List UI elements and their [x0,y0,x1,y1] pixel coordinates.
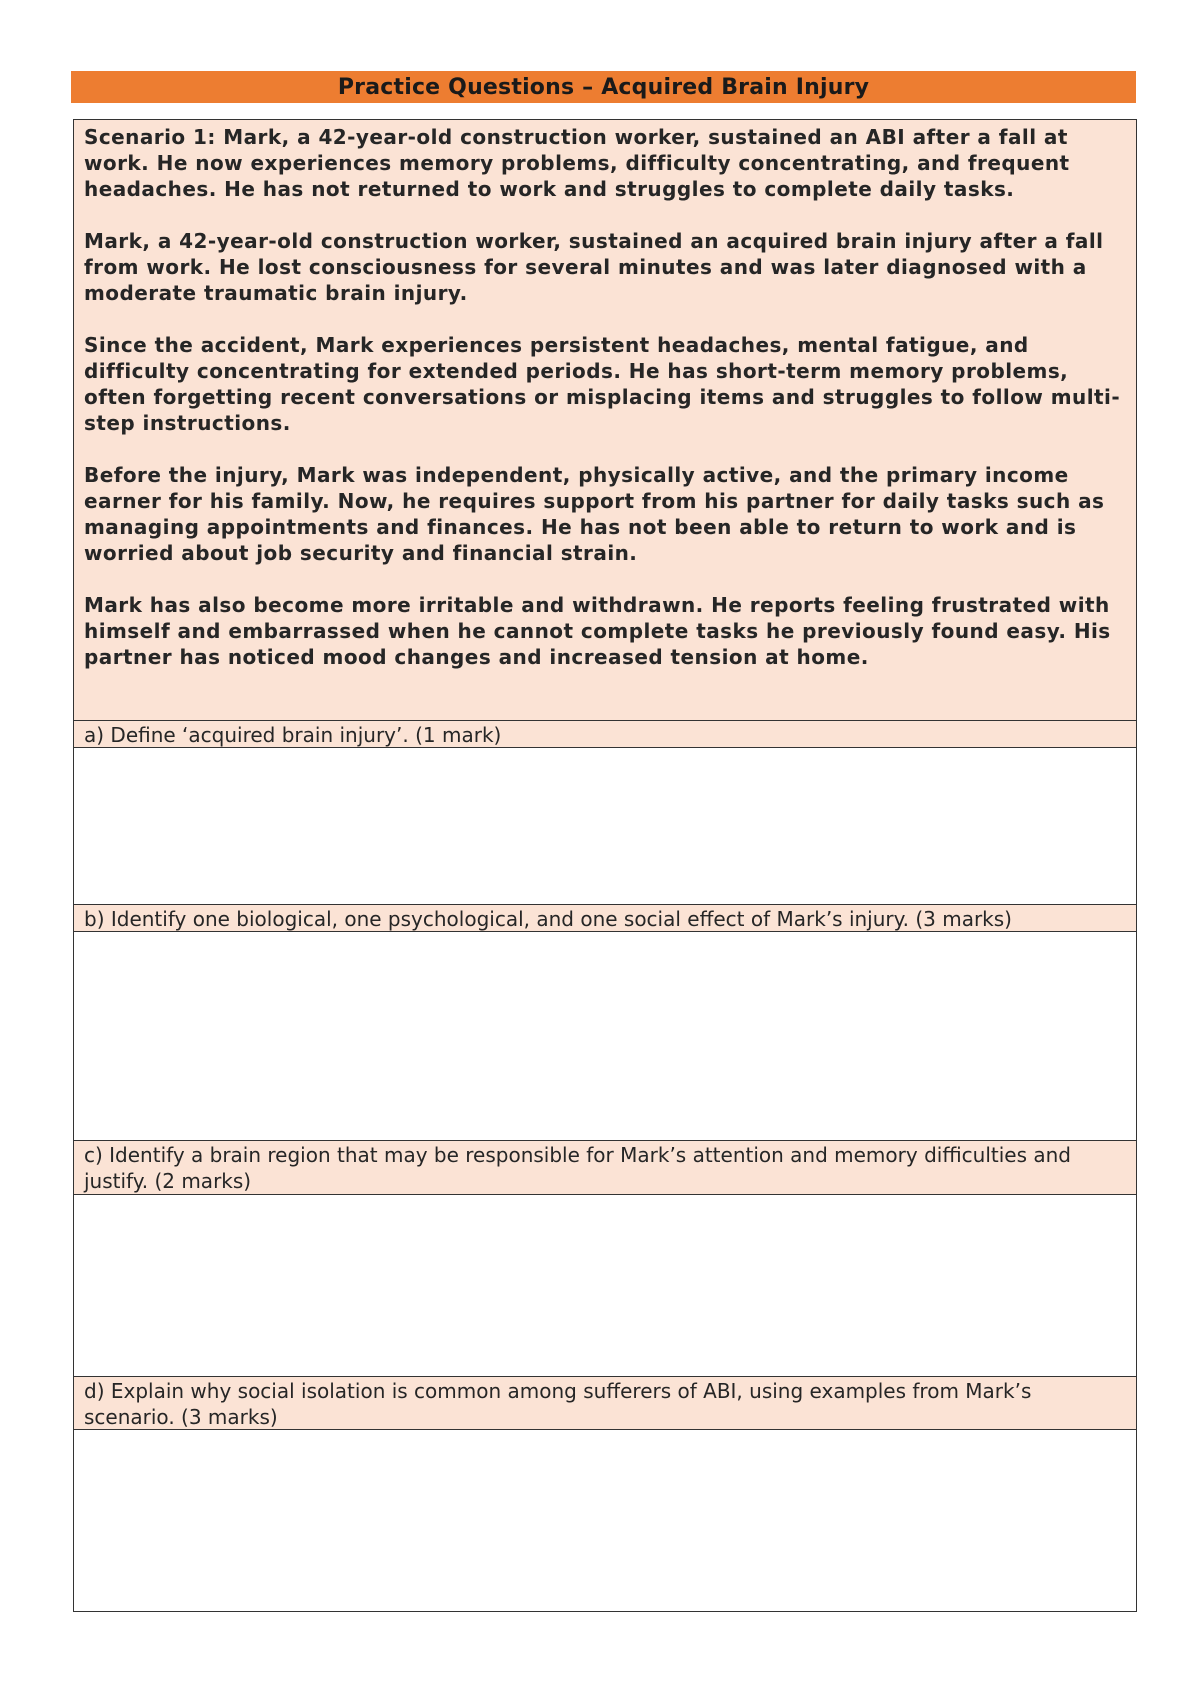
page-title: Practice Questions – Acquired Brain Injury [337,74,870,100]
answer-box-b[interactable] [74,931,1136,1140]
scenario-paragraph: Mark, a 42-year-old construction worker, sustained an acquired brain injury after a fall from work. He lost consciousness for several minutes and was later diagnosed with a moderate traumatic brain injury. [84,229,1104,305]
question-b: b) Identify one biological, one psychological, and one social effect of Mark’s injury. (3 marks) [74,904,1136,931]
scenario-cell [74,120,1136,720]
scenario-paragraph: Scenario 1: Mark, a 42-year-old construction worker, sustained an ABI after a fall at work. He now experiences memory problems, difficulty concentrating, and frequent headaches. He has not returned to work and struggles to complete daily tasks. [84,125,1070,201]
question-a: a) Define ‘acquired brain injury’. (1 mark) [74,720,1136,747]
scenario-paragraph: Before the injury, Mark was independent, physically active, and the primary income earner for his family. Now, he requires support from his partner for daily tasks such as managing appointments and finances. He has not been able to return to work and is worried about job security and financial strain. [84,463,1105,565]
question-c: c) Identify a brain region that may be responsible for Mark’s attention and memory difficulties and justify. (2 marks) [74,1140,1136,1194]
answer-box-c[interactable] [74,1194,1136,1376]
title-bar [71,71,1136,103]
answer-box-a[interactable] [74,747,1136,904]
worksheet-table [73,119,1137,1612]
scenario-paragraph: Since the accident, Mark experiences persistent headaches, mental fatigue, and difficulty concentrating for extended periods. He has short-term memory problems, often forgetting recent conversations or misplacing items and struggles to follow multi-step instructions. [84,333,1121,435]
scenario-paragraph: Mark has also become more irritable and withdrawn. He reports feeling frustrated with himself and embarrassed when he cannot complete tasks he previously found easy. His partner has noticed mood changes and increased tension at home. [84,593,1111,669]
question-d: d) Explain why social isolation is common among sufferers of ABI, using examples from Mark’s scenario. (3 marks) [74,1376,1136,1429]
answer-box-d[interactable] [74,1429,1136,1611]
